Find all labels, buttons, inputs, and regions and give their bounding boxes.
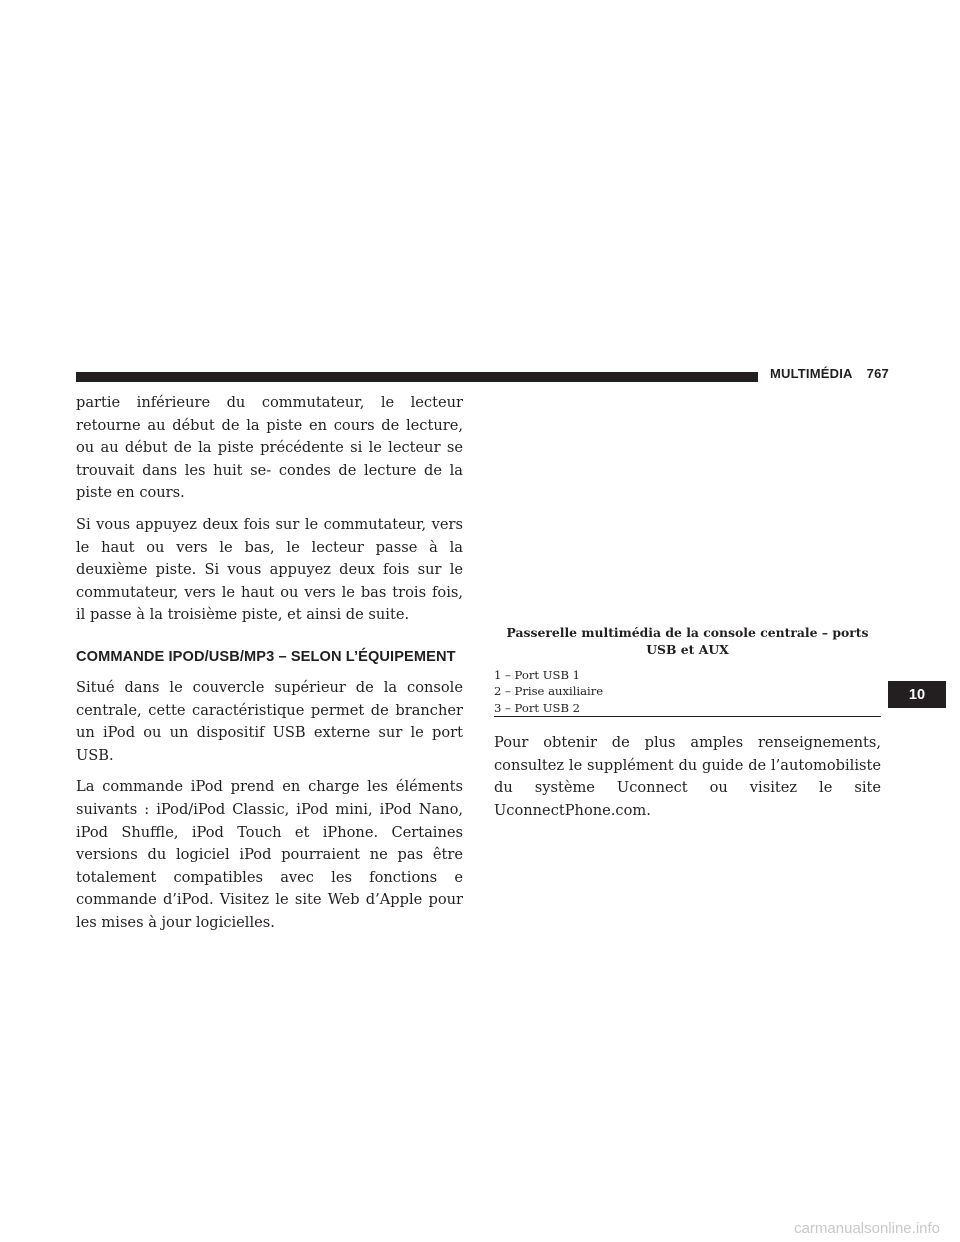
- body-paragraph: La commande iPod prend en charge les éléments suivants : iPod/iPod Classic, iPod mini, iPod Nano, iPod Shuffle, iPod Touch et iPhone. Certaines versions du logiciel iPod pourraient ne pas être totalement compatibles avec les fonctions e commande d’iPod. Visitez le site Web d’Apple pour les mises à jour logicielles.: [76, 778, 463, 931]
- running-header: [770, 366, 889, 381]
- body-paragraph: partie inférieure du commutateur, le lecteur retourne au début de la piste en cours de lecture, ou au début de la piste précédente si le lecteur se trouvait dans les huit se- condes de lecture de la piste en cours.: [76, 394, 463, 502]
- figure-legend: [494, 667, 881, 716]
- body-paragraph: Pour obtenir de plus amples renseignements, consultez le supplément du guide de l’automobiliste du système Uconnect ou visitez le site UconnectPhone.com.: [494, 734, 881, 819]
- watermark: carmanualsonline.info: [794, 1220, 940, 1237]
- legend-item: 2 – Prise auxiliaire: [494, 684, 604, 699]
- left-column: [76, 392, 463, 943]
- body-paragraph: Si vous appuyez deux fois sur le commutateur, vers le haut ou vers le bas, le lecteur passe à la deuxième piste. Si vous appuyez deux fois sur le commutateur, vers le haut ou vers le bas trois fois, il passe à la troisième piste, et ainsi de suite.: [76, 515, 463, 624]
- body-paragraph: Situé dans le couvercle supérieur de la console centrale, cette caractéristique permet de brancher un iPod ou un dispositif USB externe sur le port USB.: [76, 678, 463, 764]
- legend-divider: [494, 716, 881, 717]
- figure-placeholder: [494, 392, 881, 612]
- right-column: [494, 732, 881, 822]
- chapter-tab: 10: [888, 681, 946, 708]
- section-heading: COMMANDE IPOD/USB/MP3 – SELON L’ÉQUIPEMENT: [76, 648, 456, 665]
- section-title: MULTIMÉDIA: [770, 366, 853, 381]
- legend-item: 1 – Port USB 1: [494, 668, 581, 682]
- page-number: 767: [866, 366, 889, 381]
- legend-item: 3 – Port USB 2: [494, 700, 581, 715]
- figure-caption: Passerelle multimédia de la console centrale – ports USB et AUX: [506, 625, 869, 657]
- header-rule: [76, 372, 758, 382]
